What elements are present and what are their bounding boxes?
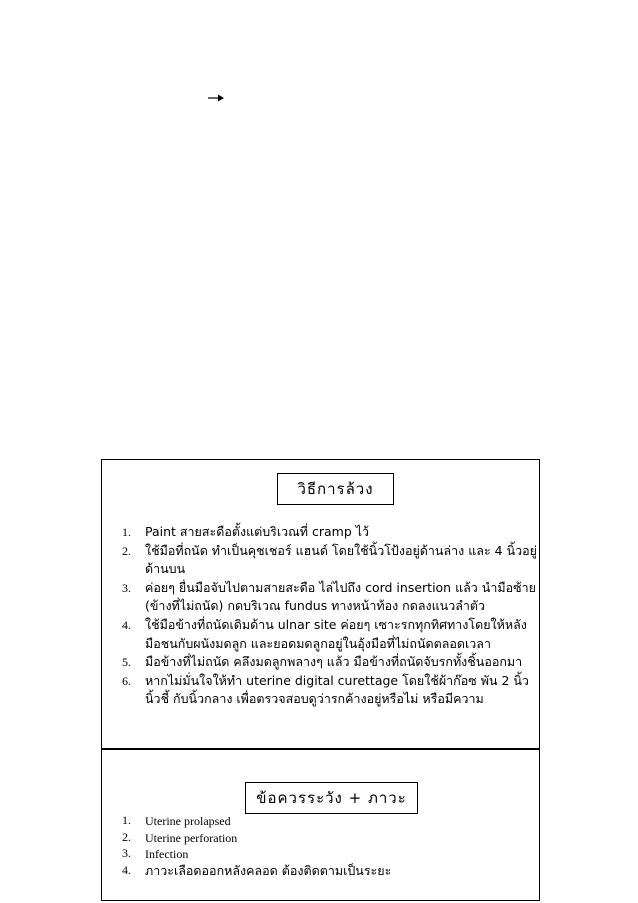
- precautions-list: [122, 813, 532, 878]
- list-item: 2. Uterine perforation: [122, 829, 238, 845]
- arrow-right-icon: [207, 92, 225, 104]
- list-item: 6. หากไม่มั่นใจให้ทำ uterine digital curettage โดยใช้ผ้าก๊อซ พัน 2 นิ้ว นิ้วชี้ กับนิ้วกลาง เพื่อตรวจสอบดูว่ารกค้างอยู่หรือไม่ หรือมีความ: [122, 672, 529, 707]
- list-item: 1. Uterine prolapsed: [122, 813, 231, 828]
- list-item: 5. มือข้างที่ไม่ถนัด คลึงมดลูกพลางๆ แล้ว มือข้างที่ถนัดจับรกทั้งชิ้นออกมา: [122, 654, 523, 670]
- list-item: 3. ค่อยๆ ยื่นมือจับไปตามสายสะดือ ไล่ไปถึง cord insertion แล้ว นำมือซ้าย (ข้างที่ไม่ถนัด) กดบริเวณ fundus ทางหน้าท้อง กดลงแนวลำตัว: [122, 579, 536, 614]
- list-item: 4. ภาวะเลือดออกหลังคลอด ต้องติดตามเป็นระยะ: [122, 862, 392, 878]
- list-item: 1. Paint สายสะดือตั้งแต่บริเวณที่ cramp ไว้: [122, 524, 370, 539]
- precautions-title: ข้อควรระวัง + ภาวะ: [245, 782, 418, 814]
- procedure-list: [122, 523, 540, 709]
- list-item: 3. Infection: [122, 846, 189, 861]
- list-item: 2. ใช้มือที่ถนัด ทำเป็นคุชเชอร์ แฮนด์ โดยใช้นิ้วโป้งอยู่ด้านล่าง และ 4 นิ้วอยู่ด้านบน: [122, 542, 537, 577]
- precautions-box: [101, 749, 540, 901]
- list-item: 4. ใช้มือข้างที่ถนัดเดิมด้าน ulnar site ค่อยๆ เซาะรกทุกทิศทางโดยให้หลังมือชนกับผนังมดลูก และยอดมดลูกอยู่ในอุ้งมือที่ไม่ถนัดตลอดเวลา: [122, 616, 527, 651]
- procedure-title: วิธีการล้วง: [277, 473, 394, 505]
- procedure-box: [101, 459, 540, 749]
